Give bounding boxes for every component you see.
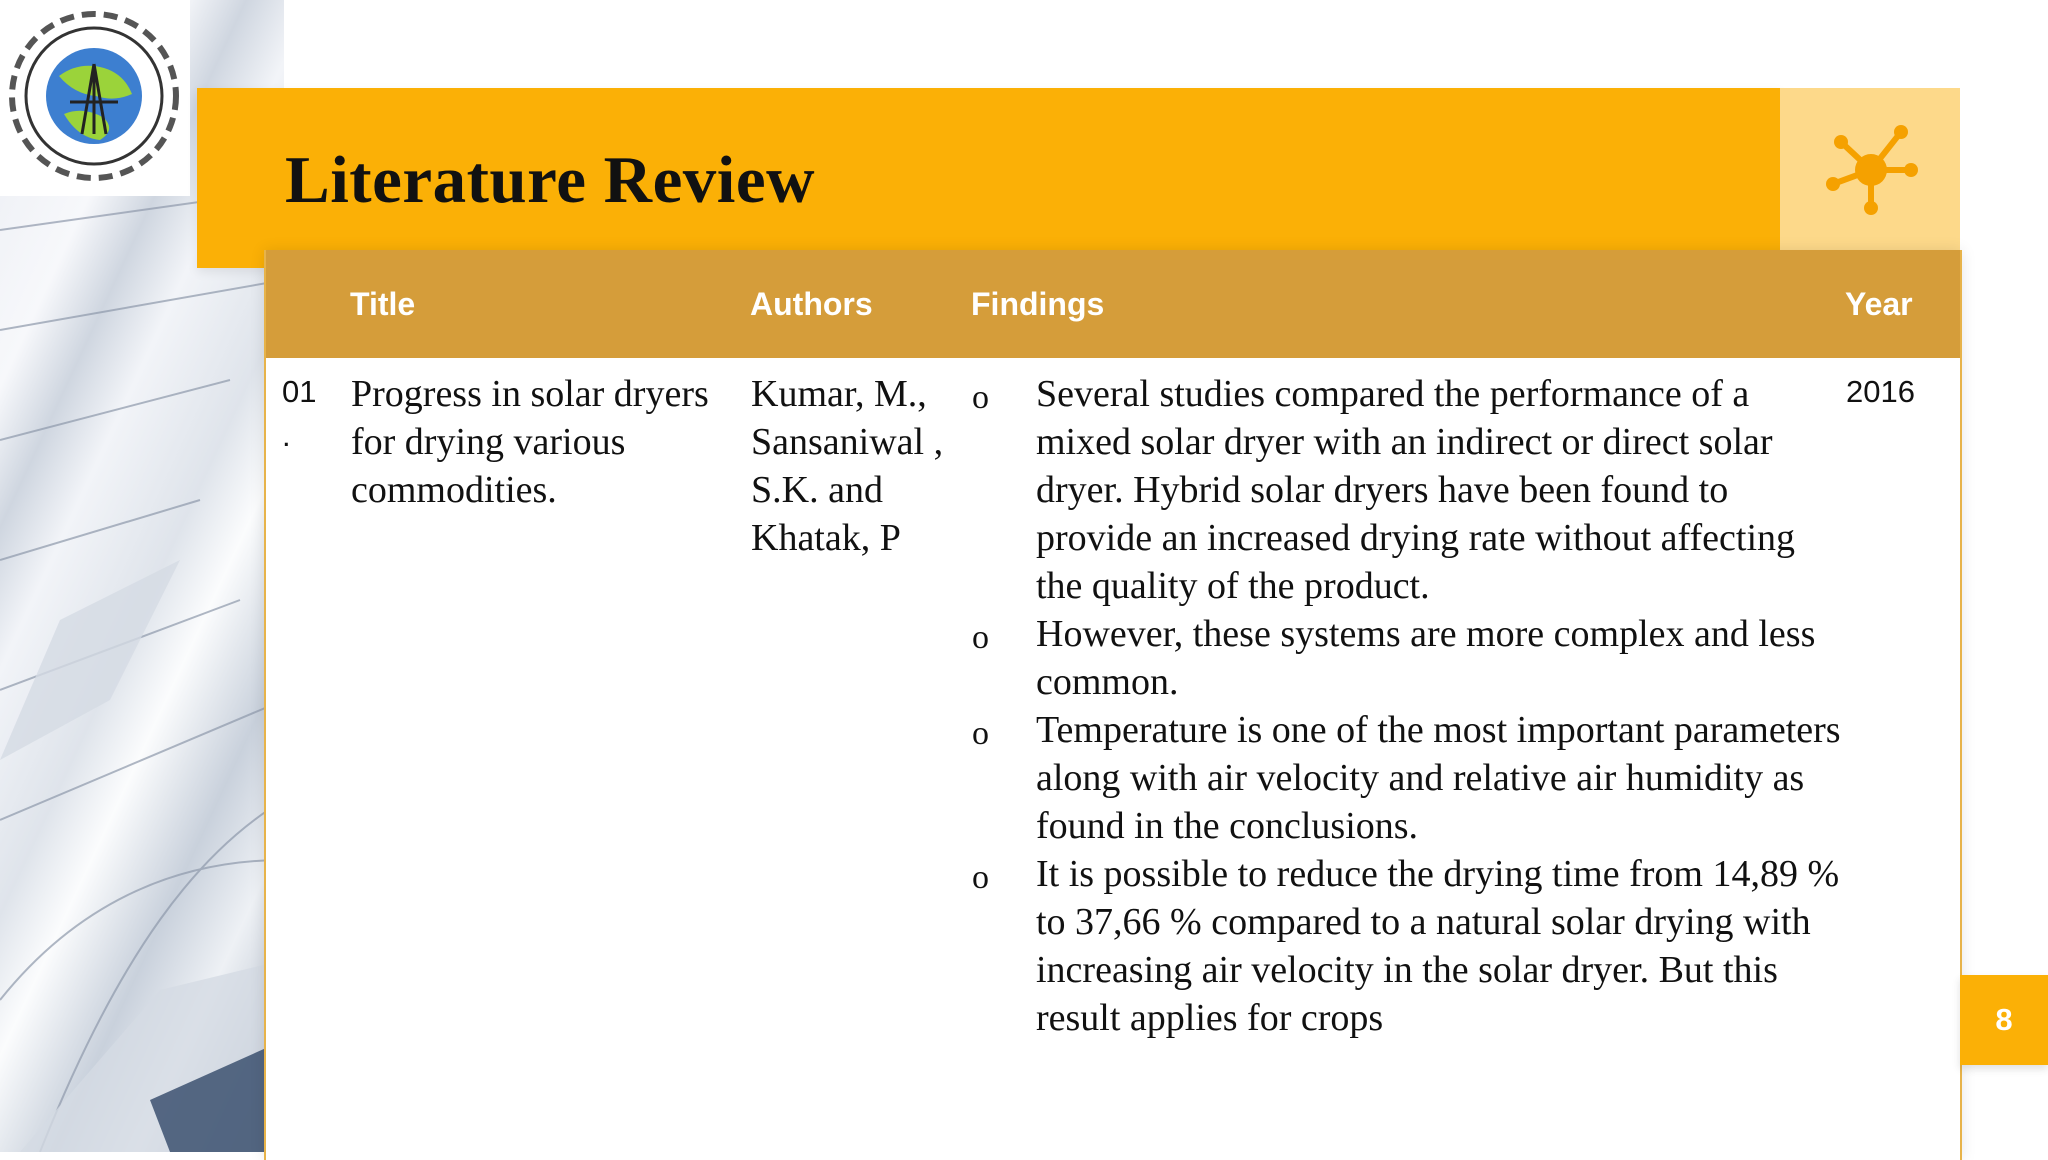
bullet-circle-icon: o [972, 859, 989, 896]
header-icon-tile [1780, 88, 1960, 250]
row-authors: Kumar, M., Sansaniwal , S.K. and Khatak, P [751, 373, 944, 559]
finding-text: It is possible to reduce the drying time from 14,89 % to 37,66 % compared to a natural solar drying with increasing air velocity in the solar dryer. But this result applies for crops [1036, 853, 1840, 1039]
table-header-row [266, 250, 1960, 358]
content-card [264, 250, 1962, 1160]
bullet-circle-icon: o [972, 715, 989, 752]
literature-table [266, 250, 1960, 1043]
findings-list [972, 370, 1844, 1042]
finding-item [972, 850, 1844, 1042]
finding-item [972, 610, 1844, 706]
finding-item [972, 370, 1844, 610]
bullet-circle-icon: o [972, 619, 989, 656]
finding-text: Several studies compared the performance of a mixed solar dryer with an indirect or direct solar dryer. Hybrid solar dryers have been found to provide an increased drying rate without affecting the quality of the product. [1036, 373, 1796, 607]
row-number-value: 01 [282, 374, 317, 409]
row-year: 2016 [1846, 374, 1915, 409]
bullet-circle-icon: o [972, 379, 989, 416]
table-row [266, 358, 1960, 1043]
header-authors: Authors [750, 250, 971, 358]
page-number-badge: 8 [1960, 975, 2048, 1065]
header-year: Year [1845, 250, 1960, 358]
finding-text: However, these systems are more complex and less common. [1036, 613, 1816, 703]
slide-header [197, 88, 1780, 268]
institution-logo-icon [4, 6, 184, 186]
finding-text: Temperature is one of the most important parameters along with air velocity and relative air humidity as found in the conclusions. [1036, 709, 1841, 847]
row-title: Progress in solar dryers for drying various commodities. [351, 373, 709, 511]
header-title: Title [350, 250, 750, 358]
row-findings [971, 358, 1845, 1043]
network-hub-icon [1821, 120, 1921, 220]
finding-item [972, 706, 1844, 850]
slide-title: Literature Review [285, 143, 816, 217]
header-number [266, 250, 350, 358]
header-findings: Findings [971, 250, 1845, 358]
row-number [266, 358, 350, 1043]
logo-container [0, 0, 190, 196]
row-number-suffix: . [282, 418, 291, 453]
